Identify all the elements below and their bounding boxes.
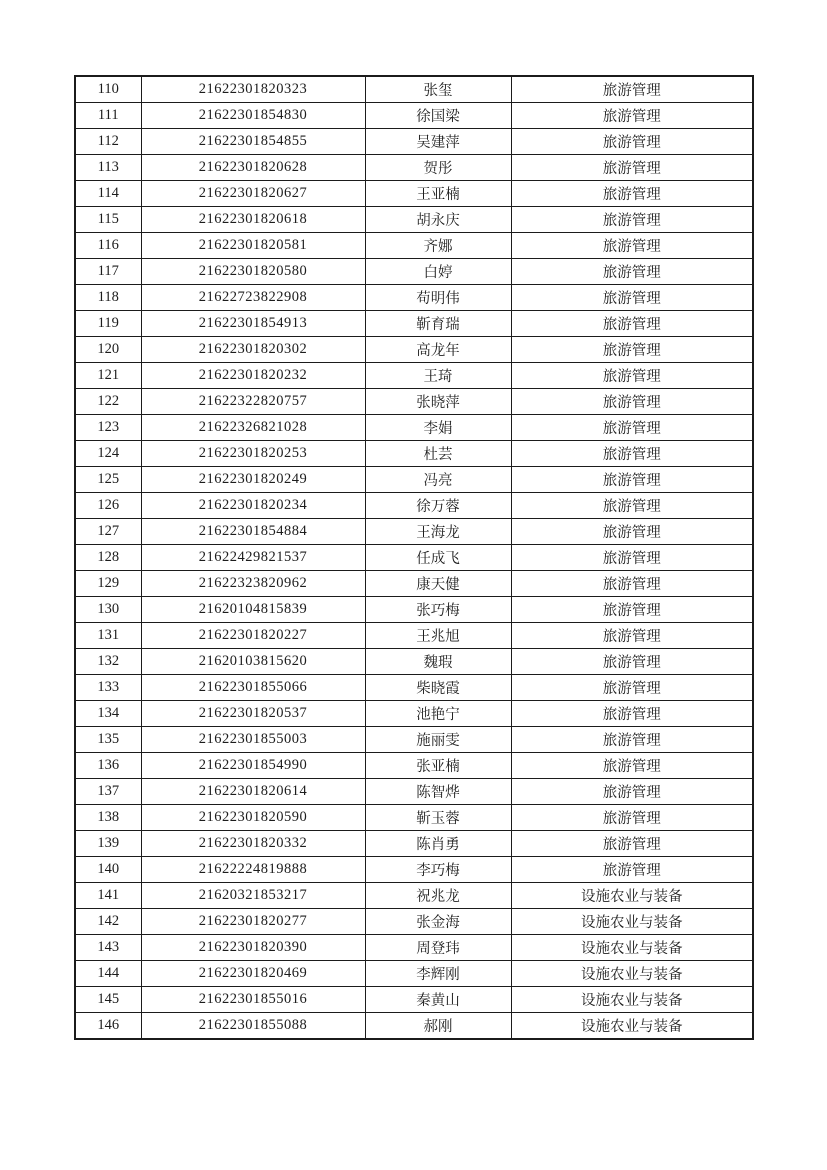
student-name-cell: 陈智烨 [365,779,511,805]
row-number-cell: 133 [75,675,141,701]
table-row [75,961,753,987]
table-row [75,129,753,155]
student-name-cell: 齐娜 [365,233,511,259]
table-row [75,155,753,181]
student-id-cell: 21622301820627 [141,181,365,207]
student-id-cell: 21622301820332 [141,831,365,857]
major-cell: 旅游管理 [511,857,753,883]
student-name-cell: 苟明伟 [365,285,511,311]
student-id-cell: 21622301820469 [141,961,365,987]
student-name-cell: 靳育瑞 [365,311,511,337]
table-row [75,493,753,519]
student-name-cell: 徐万蓉 [365,493,511,519]
major-cell: 旅游管理 [511,701,753,727]
major-cell: 旅游管理 [511,623,753,649]
student-name-cell: 池艳宁 [365,701,511,727]
major-cell: 旅游管理 [511,285,753,311]
row-number-cell: 115 [75,207,141,233]
student-name-cell: 王兆旭 [365,623,511,649]
row-number-cell: 112 [75,129,141,155]
student-id-cell: 21622301820628 [141,155,365,181]
major-cell: 旅游管理 [511,727,753,753]
student-id-cell: 21622301855016 [141,987,365,1013]
major-cell: 旅游管理 [511,779,753,805]
student-name-cell: 魏瑕 [365,649,511,675]
table-row [75,623,753,649]
student-table-body [75,76,753,1039]
row-number-cell: 121 [75,363,141,389]
major-cell: 设施农业与装备 [511,987,753,1013]
student-id-cell: 21622301854913 [141,311,365,337]
student-name-cell: 胡永庆 [365,207,511,233]
student-id-cell: 21622301820302 [141,337,365,363]
major-cell: 旅游管理 [511,207,753,233]
student-id-cell: 21620104815839 [141,597,365,623]
table-row [75,597,753,623]
table-row [75,701,753,727]
student-name-cell: 张巧梅 [365,597,511,623]
student-name-cell: 靳玉蓉 [365,805,511,831]
student-id-cell: 21622322820757 [141,389,365,415]
student-id-cell: 21622301854990 [141,753,365,779]
student-id-cell: 21622326821028 [141,415,365,441]
row-number-cell: 143 [75,935,141,961]
student-id-cell: 21620103815620 [141,649,365,675]
major-cell: 旅游管理 [511,571,753,597]
table-row [75,909,753,935]
major-cell: 旅游管理 [511,389,753,415]
student-name-cell: 贺彤 [365,155,511,181]
student-id-cell: 21622301820227 [141,623,365,649]
student-id-cell: 21622323820962 [141,571,365,597]
student-name-cell: 陈肖勇 [365,831,511,857]
student-id-cell: 21622224819888 [141,857,365,883]
row-number-cell: 132 [75,649,141,675]
student-id-cell: 21622301820253 [141,441,365,467]
table-row [75,103,753,129]
student-id-cell: 21622301820277 [141,909,365,935]
student-id-cell: 21622301854855 [141,129,365,155]
row-number-cell: 122 [75,389,141,415]
table-row [75,857,753,883]
row-number-cell: 119 [75,311,141,337]
row-number-cell: 111 [75,103,141,129]
student-id-cell: 21622301854884 [141,519,365,545]
student-id-cell: 21622301820537 [141,701,365,727]
table-row [75,337,753,363]
student-id-cell: 21622301855066 [141,675,365,701]
student-id-cell: 21622301855088 [141,1013,365,1040]
major-cell: 旅游管理 [511,597,753,623]
student-id-cell: 21622301820614 [141,779,365,805]
major-cell: 旅游管理 [511,363,753,389]
major-cell: 旅游管理 [511,259,753,285]
student-id-cell: 21622301820234 [141,493,365,519]
table-row [75,285,753,311]
student-id-cell: 21622301854830 [141,103,365,129]
student-name-cell: 徐国梁 [365,103,511,129]
row-number-cell: 138 [75,805,141,831]
row-number-cell: 136 [75,753,141,779]
row-number-cell: 127 [75,519,141,545]
major-cell: 旅游管理 [511,519,753,545]
row-number-cell: 113 [75,155,141,181]
row-number-cell: 129 [75,571,141,597]
row-number-cell: 140 [75,857,141,883]
student-name-cell: 康天健 [365,571,511,597]
row-number-cell: 120 [75,337,141,363]
table-row [75,675,753,701]
student-id-cell: 21622301820581 [141,233,365,259]
row-number-cell: 131 [75,623,141,649]
student-id-cell: 21622301820232 [141,363,365,389]
row-number-cell: 142 [75,909,141,935]
row-number-cell: 126 [75,493,141,519]
student-name-cell: 冯亮 [365,467,511,493]
major-cell: 旅游管理 [511,649,753,675]
student-name-cell: 张亚楠 [365,753,511,779]
major-cell: 旅游管理 [511,467,753,493]
major-cell: 旅游管理 [511,493,753,519]
student-name-cell: 任成飞 [365,545,511,571]
student-id-cell: 21622301820590 [141,805,365,831]
student-name-cell: 张玺 [365,76,511,103]
table-row [75,76,753,103]
student-name-cell: 祝兆龙 [365,883,511,909]
student-name-cell: 王亚楠 [365,181,511,207]
row-number-cell: 118 [75,285,141,311]
table-row [75,805,753,831]
table-row [75,441,753,467]
major-cell: 设施农业与装备 [511,1013,753,1040]
student-name-cell: 吴建萍 [365,129,511,155]
table-row [75,779,753,805]
student-name-cell: 郝刚 [365,1013,511,1040]
row-number-cell: 145 [75,987,141,1013]
row-number-cell: 117 [75,259,141,285]
table-row [75,649,753,675]
row-number-cell: 123 [75,415,141,441]
student-name-cell: 李娟 [365,415,511,441]
student-name-cell: 张晓萍 [365,389,511,415]
table-row [75,883,753,909]
table-row [75,233,753,259]
student-id-cell: 21622301820323 [141,76,365,103]
major-cell: 旅游管理 [511,103,753,129]
major-cell: 旅游管理 [511,311,753,337]
major-cell: 设施农业与装备 [511,935,753,961]
major-cell: 旅游管理 [511,831,753,857]
table-row [75,987,753,1013]
table-row [75,545,753,571]
table-row [75,415,753,441]
row-number-cell: 139 [75,831,141,857]
table-row [75,181,753,207]
table-row [75,311,753,337]
row-number-cell: 125 [75,467,141,493]
row-number-cell: 130 [75,597,141,623]
major-cell: 旅游管理 [511,129,753,155]
student-name-cell: 张金海 [365,909,511,935]
student-name-cell: 柴晓霞 [365,675,511,701]
table-row [75,467,753,493]
major-cell: 设施农业与装备 [511,961,753,987]
table-row [75,363,753,389]
table-row [75,571,753,597]
row-number-cell: 124 [75,441,141,467]
student-name-cell: 周登玮 [365,935,511,961]
student-id-cell: 21622301820249 [141,467,365,493]
student-roster-table [74,75,754,1040]
major-cell: 旅游管理 [511,753,753,779]
student-id-cell: 21622723822908 [141,285,365,311]
student-id-cell: 21622429821537 [141,545,365,571]
student-name-cell: 白婷 [365,259,511,285]
row-number-cell: 128 [75,545,141,571]
major-cell: 旅游管理 [511,337,753,363]
major-cell: 旅游管理 [511,181,753,207]
student-name-cell: 秦黄山 [365,987,511,1013]
table-row [75,753,753,779]
row-number-cell: 144 [75,961,141,987]
student-name-cell: 杜芸 [365,441,511,467]
major-cell: 旅游管理 [511,545,753,571]
table-row [75,259,753,285]
student-name-cell: 李辉刚 [365,961,511,987]
student-name-cell: 施丽雯 [365,727,511,753]
major-cell: 旅游管理 [511,441,753,467]
major-cell: 旅游管理 [511,805,753,831]
row-number-cell: 146 [75,1013,141,1040]
major-cell: 设施农业与装备 [511,909,753,935]
row-number-cell: 134 [75,701,141,727]
major-cell: 设施农业与装备 [511,883,753,909]
table-row [75,519,753,545]
major-cell: 旅游管理 [511,76,753,103]
row-number-cell: 116 [75,233,141,259]
table-row [75,1013,753,1040]
table-row [75,935,753,961]
table-row [75,389,753,415]
major-cell: 旅游管理 [511,675,753,701]
student-id-cell: 21620321853217 [141,883,365,909]
student-name-cell: 王海龙 [365,519,511,545]
student-id-cell: 21622301820580 [141,259,365,285]
table-row [75,207,753,233]
row-number-cell: 114 [75,181,141,207]
student-id-cell: 21622301820390 [141,935,365,961]
student-id-cell: 21622301820618 [141,207,365,233]
student-name-cell: 高龙年 [365,337,511,363]
major-cell: 旅游管理 [511,415,753,441]
row-number-cell: 137 [75,779,141,805]
table-row [75,727,753,753]
student-name-cell: 李巧梅 [365,857,511,883]
student-id-cell: 21622301855003 [141,727,365,753]
row-number-cell: 141 [75,883,141,909]
major-cell: 旅游管理 [511,233,753,259]
row-number-cell: 110 [75,76,141,103]
student-name-cell: 王琦 [365,363,511,389]
row-number-cell: 135 [75,727,141,753]
major-cell: 旅游管理 [511,155,753,181]
table-row [75,831,753,857]
